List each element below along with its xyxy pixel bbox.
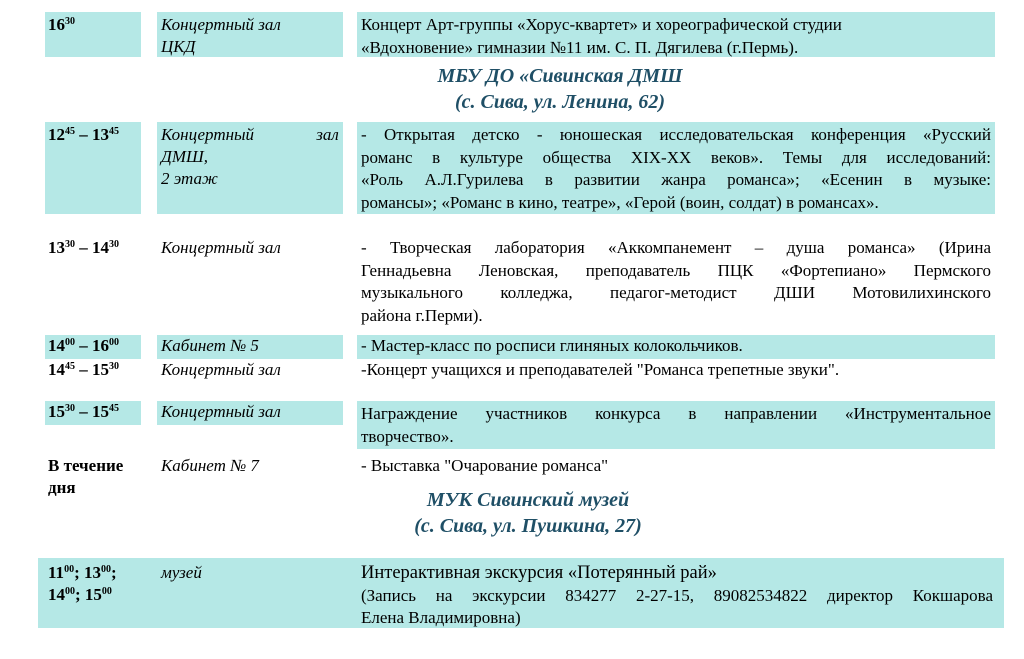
event-line: романсы»; «Романс в кино, театре», «Герой (воин, солдат) в романсах». bbox=[361, 192, 879, 212]
time-line bbox=[48, 584, 152, 606]
place-cell-r1 bbox=[157, 12, 343, 57]
event-line: -Концерт учащихся и преподавателей "Романса трепетные звуки". bbox=[361, 360, 840, 379]
event-line: Геннадьевна Леновская, преподаватель ПЦК «Фортепиано» Пермского bbox=[361, 260, 991, 280]
time-end-minutes: 30 bbox=[109, 239, 119, 250]
event-line: «Роль А.Л.Гурилева в развитии жанра романса»; «Есенин в музыке: bbox=[361, 170, 991, 189]
event-cell-r8 bbox=[357, 560, 997, 628]
event-line: Награждение участников конкурса в направлении «Инструментальное bbox=[361, 404, 991, 423]
time-cell-r3 bbox=[45, 235, 155, 260]
time-start: 15 bbox=[48, 402, 65, 421]
venue-heading-dmsh bbox=[360, 63, 760, 115]
time-start: 12 bbox=[48, 125, 65, 144]
place-cell-r4 bbox=[157, 335, 343, 359]
place-cell-r8 bbox=[157, 560, 343, 585]
time-start: 14 bbox=[48, 585, 65, 604]
event-cell-r6 bbox=[357, 401, 995, 449]
time-minutes: 00 bbox=[64, 564, 75, 575]
time-end-minutes: 30 bbox=[109, 361, 119, 372]
time-end: – 15 bbox=[75, 360, 109, 379]
venue-title: МУК Сивинский музей bbox=[426, 489, 630, 511]
place-line bbox=[161, 124, 339, 146]
place-cell-r6 bbox=[157, 401, 343, 425]
time-cell-r2 bbox=[45, 122, 141, 214]
time-cell-r6 bbox=[45, 401, 141, 425]
event-line: творчество». bbox=[361, 426, 454, 446]
time-cell-r8 bbox=[45, 560, 155, 626]
venue-title: МБУ ДО «Сивинская ДМШ bbox=[437, 65, 683, 87]
event-line: (Запись на экскурсии 834277 2-27-15, 89082534822 директор Кокшарова bbox=[361, 585, 993, 605]
venue-address: (с. Сива, ул. Ленина, 62) bbox=[455, 91, 665, 113]
time-separator: ; bbox=[110, 563, 117, 582]
time-start: 14 bbox=[48, 360, 65, 379]
event-cell-r1 bbox=[357, 12, 995, 57]
event-line: музыкального колледжа, педагог-методист ДШИ Мотовилихинского bbox=[361, 283, 991, 302]
time-text-line: дня bbox=[48, 478, 76, 497]
place-line: Концертный зал bbox=[161, 15, 281, 34]
event-line: района г.Перми). bbox=[361, 305, 483, 325]
venue-address: (с. Сива, ул. Пушкина, 27) bbox=[414, 515, 642, 537]
time-start: ; 15 bbox=[75, 585, 102, 604]
event-line: - Мастер-класс по росписи глиняных колокольчиков. bbox=[361, 336, 743, 355]
time-end: – 14 bbox=[75, 238, 109, 257]
place-line: Кабинет № 7 bbox=[161, 456, 259, 475]
place-word: Концертный зал bbox=[161, 125, 339, 144]
place-cell-r2 bbox=[157, 122, 343, 214]
place-line: Концертный зал bbox=[161, 360, 281, 379]
place-line: музей bbox=[161, 563, 202, 582]
place-line: Концертный зал bbox=[161, 238, 281, 257]
event-line: Интерактивная экскурсия «Потерянный рай» bbox=[361, 563, 717, 583]
place-cell-r7 bbox=[157, 453, 343, 478]
time-minutes: 00 bbox=[101, 586, 112, 597]
event-line: - Творческая лаборатория «Аккомпанемент – душа романса» (Ирина bbox=[361, 238, 991, 257]
event-line: Елена Владимировна) bbox=[361, 608, 521, 627]
time-end-minutes: 00 bbox=[109, 337, 119, 348]
event-line: романс в культуре общества XIX-XX веков». Темы для исследований: bbox=[361, 147, 991, 167]
time-end: – 15 bbox=[75, 402, 109, 421]
event-cell-r4 bbox=[357, 335, 995, 359]
event-cell-r2 bbox=[357, 122, 995, 214]
time-start: 14 bbox=[48, 336, 65, 355]
event-line: - Открытая детско - юношеская исследовательская конференция «Русский bbox=[361, 125, 991, 144]
time-text-line: В течение bbox=[48, 456, 124, 475]
time-cell-r4 bbox=[45, 335, 141, 359]
time-start-minutes: 45 bbox=[65, 126, 75, 137]
time-end-minutes: 45 bbox=[109, 126, 119, 137]
time-start: 11 bbox=[48, 563, 65, 582]
event-line: «Вдохновение» гимназии №11 им. С. П. Дягилева (г.Пермь). bbox=[361, 37, 799, 57]
place-line: ДМШ, bbox=[161, 147, 208, 166]
event-cell-r3 bbox=[357, 235, 995, 327]
time-end: – 13 bbox=[75, 125, 109, 144]
time-minutes: 00 bbox=[65, 586, 75, 597]
time-cell-r1 bbox=[45, 12, 141, 57]
place-line: Концертный зал bbox=[161, 402, 281, 421]
time-cell-r5 bbox=[45, 357, 155, 382]
time-start-minutes: 00 bbox=[65, 337, 75, 348]
time-line bbox=[48, 562, 152, 584]
time-start-minutes: 30 bbox=[65, 16, 75, 27]
time-end: – 16 bbox=[75, 336, 109, 355]
place-line: ЦКД bbox=[161, 37, 196, 56]
event-line: - Выставка "Очарование романса" bbox=[361, 456, 609, 475]
time-cell-r7 bbox=[45, 453, 155, 501]
place-cell-r3 bbox=[157, 235, 343, 260]
event-cell-r7 bbox=[357, 453, 995, 478]
time-start: 13 bbox=[48, 238, 65, 257]
time-start: ; 13 bbox=[74, 563, 101, 582]
time-start-minutes: 45 bbox=[65, 361, 75, 372]
place-cell-r5 bbox=[157, 357, 343, 382]
time-end-minutes: 45 bbox=[109, 403, 119, 414]
event-line: Концерт Арт-группы «Хорус-квартет» и хореографической студии bbox=[361, 15, 842, 34]
event-cell-r5 bbox=[357, 357, 995, 382]
place-line: Кабинет № 5 bbox=[161, 336, 259, 355]
time-minutes: 00 bbox=[100, 564, 111, 575]
place-line: 2 этаж bbox=[161, 169, 218, 188]
time-start: 16 bbox=[48, 15, 65, 34]
venue-heading-museum bbox=[328, 487, 728, 539]
time-start-minutes: 30 bbox=[65, 239, 75, 250]
time-start-minutes: 30 bbox=[65, 403, 75, 414]
